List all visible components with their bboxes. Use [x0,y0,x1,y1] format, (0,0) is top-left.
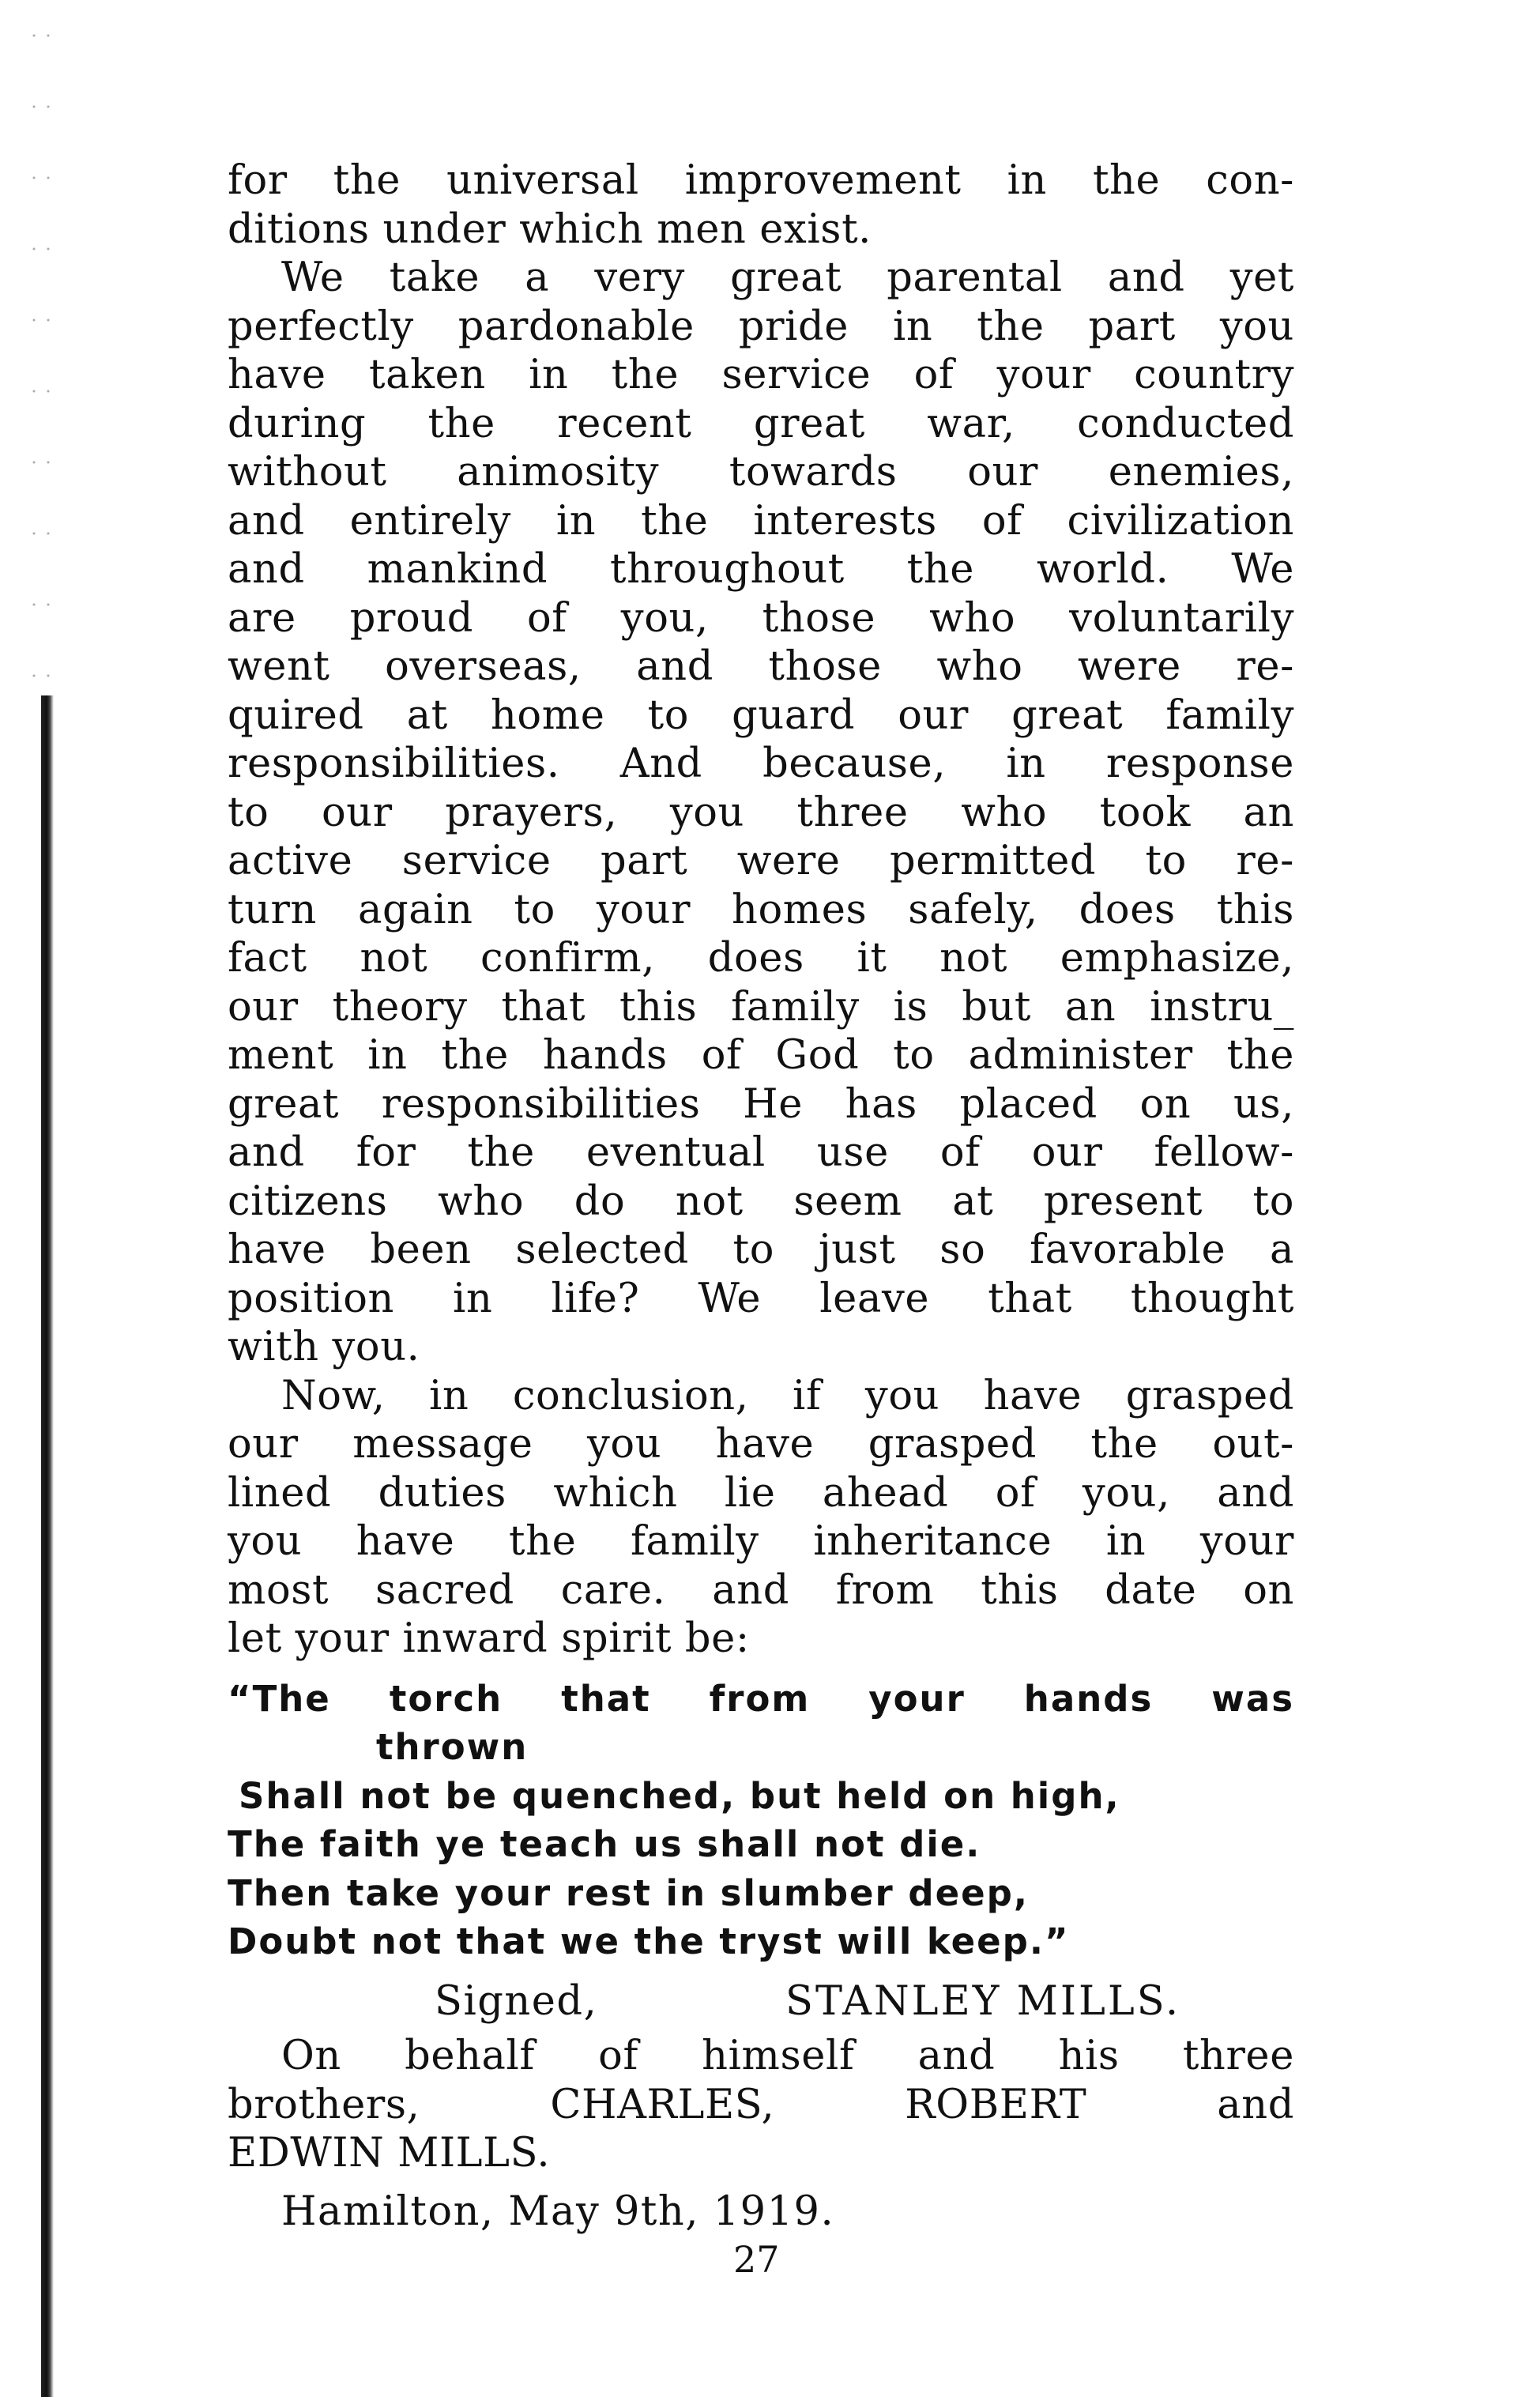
page-text [228,156,1294,2236]
text-line: for the universal improvement in the con- [228,157,1294,204]
text-line: went overseas, and those who were re- [228,643,1294,690]
text-line: our theory that this family is but an instru_ [228,983,1294,1031]
signed-label: Signed, [435,1977,598,2025]
place-date: Hamilton, May 9th, 1919. [281,2188,835,2235]
text-line: our message you have grasped the out- [228,1421,1294,1468]
text-line: citizens who do not seem at present to [228,1178,1294,1225]
poem-line: thrown [376,1726,529,1768]
poem-line: The faith ye teach us shall not die. [228,1823,981,1865]
text-line: without animosity towards our enemies, [228,449,1294,496]
scan-specks [27,0,58,695]
paragraph-1 [228,156,1294,254]
text-line: On behalf of himself and his three [281,2033,1294,2079]
poem-line: “The torch that from your hands was [228,1677,1294,1720]
text-line: are proud of you, those who voluntarily [228,594,1294,642]
text-line: and for the eventual use of our fellow- [228,1129,1294,1176]
text-line: active service part were permitted to re- [228,838,1294,884]
text-line: position in life? We leave that thought [228,1275,1294,1322]
text-line: perfectly pardonable pride in the part you [228,303,1294,350]
text-line: have taken in the service of your country [228,352,1294,398]
poem-line: Shall not be quenched, but held on high, [239,1774,1120,1817]
text-line: to our prayers, you three who took an [228,789,1294,836]
poem-line: Then take your rest in slumber deep, [228,1871,1029,1914]
text-line: have been selected to just so favorable a [228,1227,1294,1273]
text-line: great responsibilities He has placed on us, [228,1080,1294,1128]
text-line: brothers, CHARLES, ROBERT and [228,2081,1294,2128]
text-line: during the recent great war, conducted [228,400,1294,447]
paragraph-3 [228,1372,1294,1664]
text-line: We take a very great parental and yet [281,254,1294,301]
text-line: let your inward spirit be: [228,1615,750,1662]
text-line: most sacred care. and from this date on [228,1566,1294,1614]
text-line: and entirely in the interests of civilization [228,497,1294,545]
text-line: fact not confirm, does it not emphasize, [228,935,1294,982]
text-line: ment in the hands of God to administer the [228,1032,1294,1079]
text-line: turn again to your homes safely, does this [228,886,1294,933]
binding-edge [41,695,54,2397]
signature-line [228,1977,1294,2026]
text-line: quired at home to guard our great family [228,692,1294,739]
text-line: you have the family inheritance in your [228,1518,1294,1565]
text-line: lined duties which lie ahead of you, and [228,1469,1294,1517]
text-line: Now, in conclusion, if you have grasped [281,1372,1294,1419]
text-line: responsibilities. And because, in response [228,741,1294,787]
behalf-note [228,2032,1294,2178]
text-line: with you. [228,1324,420,1370]
signer-name: STANLEY MILLS. [785,1977,1181,2025]
text-line: ditions under which men exist. [228,205,872,253]
page-number: 27 [733,2238,780,2281]
text-line: EDWIN MILLS. [228,2130,551,2177]
poem-line: Doubt not that we the tryst will keep.” [228,1920,1070,1962]
text-line: and mankind throughout the world. We [228,546,1294,593]
paragraph-2 [228,254,1294,1372]
poem-quote [228,1675,1294,1966]
